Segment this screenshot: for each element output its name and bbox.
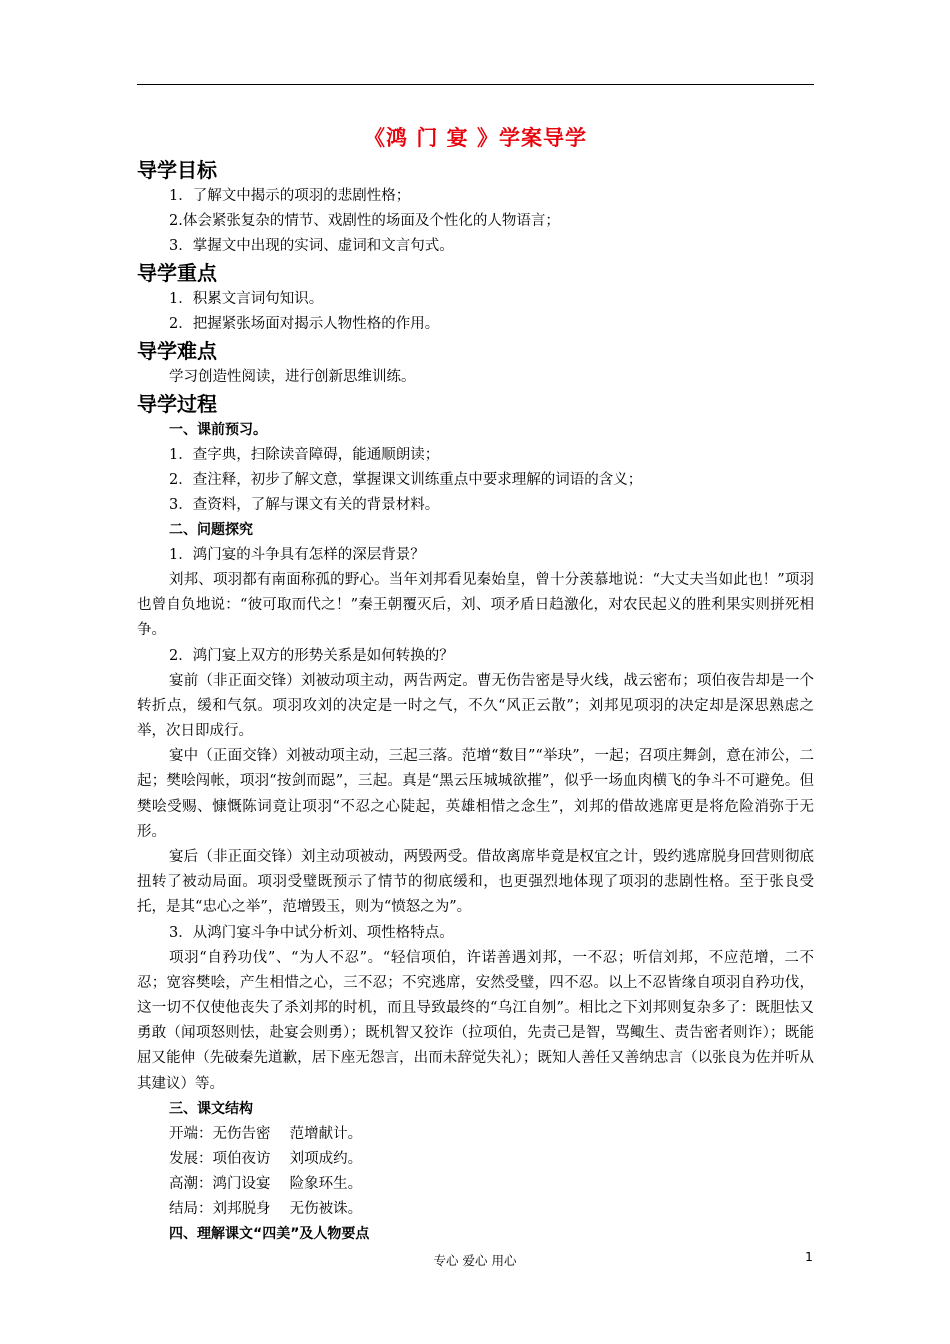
inquiry-question-2: 2．鸿门宴上双方的形势关系是如何转换的？: [169, 647, 454, 664]
goals-heading: 导学目标: [137, 158, 217, 182]
structure-item: 开端：无伤告密 范增献计。: [169, 1125, 363, 1142]
goal-item: 1．了解文中揭示的项羽的悲剧性格；: [169, 188, 411, 204]
inquiry-question-3: 3．从鸿门宴斗争中试分析刘、项性格特点。: [169, 924, 454, 941]
inquiry-question-1: 1．鸿门宴的斗争具有怎样的深层背景？: [169, 547, 425, 563]
process-heading: 导学过程: [137, 392, 217, 416]
key-point-item: 2．把握紧张场面对揭示人物性格的作用。: [169, 316, 440, 332]
footer-motto: 专心 爱心 用心: [433, 1253, 517, 1268]
preview-heading: 一、课前预习。: [169, 422, 267, 438]
header-rule: [137, 84, 814, 85]
structure-item: 发展：项伯夜访 刘项成约。: [169, 1150, 363, 1167]
document-body: [137, 120, 814, 1247]
preview-item: 2．查注释，初步了解文意，掌握课文训练重点中要求理解的词语的含义；: [169, 472, 643, 488]
inquiry-answer-3: 项羽“自矜功伐”、“为人不忍”。“轻信项伯，许诺善遇刘邦，一不忍；听信刘邦，不应范增，二不忍；宽容樊哙，产生相惜之心，三不忍；不究逃席，安然受璧，四不忍。以上不忍皆缘自项羽自矜功伐，这一切不仅使他丧失了杀刘邦的时机，而且导致最终的“乌江自刎”。相比之下刘邦则复杂多了：既胆怯又勇敢（闻项怒则怯，赴宴会则勇）；既机智又狡诈（拉项伯，先责己是智，骂鲰生、责告密者则诈）；既能屈又能伸（先破秦先道歉，居下座无怨言，出而未辞觉失礼）；既知人善任又善纳忠言（以张良为佐并听从其建议）等。: [137, 949, 814, 1092]
inquiry-answer-2-during: 宴中（正面交锋）刘被动项主动，三起三落。范增“数目”“举玦”，一起；召项庄舞剑，意在沛公，二起；樊哙闯帐，项羽“按剑而跽”，三起。真是“黑云压城城欲摧”，似乎一场血肉横飞的争斗不可避免。但樊哙受赐、慷慨陈词竟让项羽“不忍之心陡起，英雄相惜之念生”，刘邦的借故逃席更是将危险消弥于无形。: [137, 748, 814, 840]
difficulty-item: 学习创造性阅读，进行创新思维训练。: [169, 369, 416, 385]
inquiry-heading: 二、问题探究: [169, 522, 253, 538]
structure-item: 结局：刘邦脱身 无伤被诛。: [169, 1200, 363, 1217]
key-point-item: 1．积累文言词句知识。: [169, 291, 324, 307]
inquiry-answer-2-before: 宴前（非正面交锋）刘被动项主动，两告两定。曹无伤告密是导火线，战云密布；项伯夜告却是一个转折点，缓和气氛。项羽攻刘的决定是一时之气，不久“风正云散”；刘邦见项羽的决定却是深思熟虑之举，次日即成行。: [137, 672, 814, 740]
difficulties-heading: 导学难点: [137, 339, 217, 363]
preview-item: 3．查资料，了解与课文有关的背景材料。: [169, 497, 440, 513]
inquiry-answer-1: 刘邦、项羽都有南面称孤的野心。当年刘邦看见秦始皇，曾十分羡慕地说：“大丈夫当如此也！”项羽也曾自负地说：“彼可取而代之！”秦王朝覆灭后，刘、项矛盾日趋激化，对农民起义的胜利果实则拼死相争。: [137, 572, 814, 639]
inquiry-answer-2-after: 宴后（非正面交锋）刘主动项被动，两毁两受。借故离席毕竟是权宜之计，毁约逃席脱身回营则彻底扭转了被动局面。项羽受璧既预示了情节的彻底缓和，也更强烈地体现了项羽的悲剧性格。至于张良受托，是其“忠心之举”，范增毁玉，则为“愤怒之为”。: [137, 849, 814, 916]
key-points-heading: 导学重点: [137, 261, 217, 285]
preview-item: 1．查字典，扫除读音障碍，能通顺朗读；: [169, 447, 440, 463]
structure-item: 高潮：鸿门设宴 险象环生。: [169, 1175, 363, 1192]
structure-heading: 三、课文结构: [169, 1100, 253, 1117]
document-title: 《鸿 门 宴 》学案导学: [364, 126, 587, 150]
goal-item: 2.体会紧张复杂的情节、戏剧性的场面及个性化的人物语言；: [169, 213, 560, 229]
four-beauties-heading: 四、理解课文“四美”及人物要点: [169, 1225, 370, 1242]
goal-item: 3．掌握文中出现的实词、虚词和文言句式。: [169, 238, 454, 254]
page-number: 1: [805, 1249, 813, 1264]
